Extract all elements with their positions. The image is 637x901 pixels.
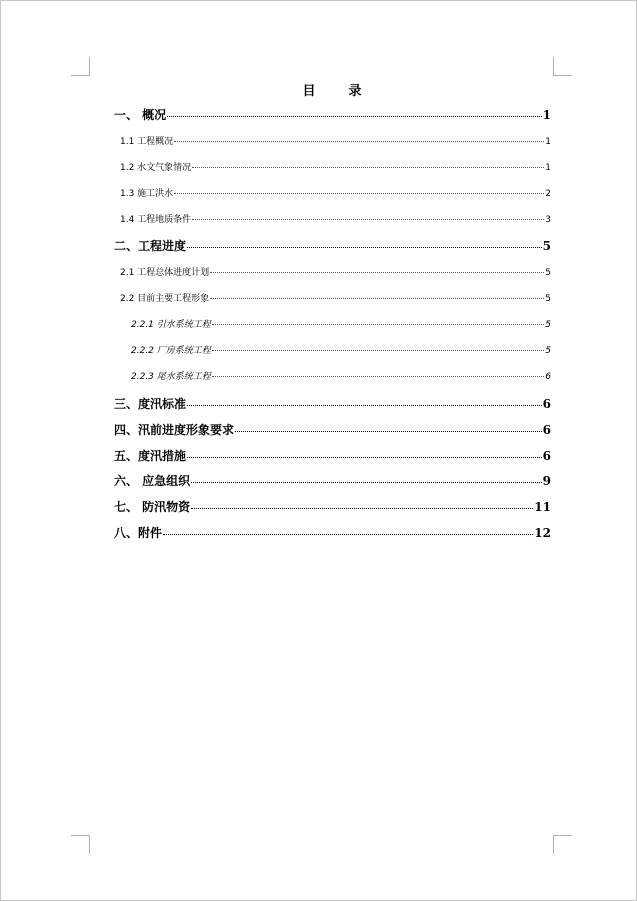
toc-entry-label: 六、 应急组织: [114, 474, 191, 488]
toc-entry[interactable]: [131, 317, 551, 330]
toc-leader: [192, 219, 544, 220]
crop-mark-bottom-right: [553, 835, 572, 854]
toc-entry[interactable]: [114, 106, 551, 123]
toc-page-number: 1: [542, 108, 551, 122]
toc-entry-label: 八、附件: [114, 526, 163, 540]
toc-entry-label: 2.2.1 引水系统工程: [131, 320, 211, 330]
toc-entry[interactable]: [114, 421, 551, 438]
toc-entry[interactable]: [120, 186, 551, 199]
toc-entry-label: 一、 概况: [114, 108, 167, 122]
toc-page-number: 1: [545, 163, 551, 173]
toc-leader: [191, 482, 541, 483]
toc-leader: [192, 167, 544, 168]
toc-page-number: 1: [545, 137, 551, 147]
crop-mark-bottom-left: [71, 835, 90, 854]
toc-leader: [210, 272, 544, 273]
toc-entry-label: 2.2 目前主要工程形象: [120, 294, 210, 304]
toc-page-number: 5: [545, 320, 551, 330]
toc-entry-label: 七、 防汛物资: [114, 500, 191, 514]
toc-leader: [187, 247, 542, 248]
toc-page-number: 6: [545, 372, 551, 382]
toc-entry-label: 2.2.2 厂房系统工程: [131, 346, 211, 356]
toc-entry[interactable]: [120, 265, 551, 278]
toc-entry[interactable]: [114, 524, 551, 541]
toc-entry-label: 1.3 施工洪水: [120, 189, 174, 199]
toc-entry-label: 1.4 工程地质条件: [120, 215, 192, 225]
toc-entry-label: 三、度汛标准: [114, 397, 187, 411]
toc-leader: [163, 534, 533, 535]
toc-page-number: 5: [545, 346, 551, 356]
crop-mark-top-right: [553, 57, 572, 76]
toc-page-number: 11: [534, 500, 551, 514]
toc-page-number: 12: [534, 526, 551, 540]
toc-leader: [191, 508, 533, 509]
toc-leader: [212, 350, 545, 351]
toc-entry-label: 五、度汛措施: [114, 449, 187, 463]
toc-title: 目 录: [302, 84, 372, 99]
toc-leader: [212, 324, 545, 325]
toc-leader: [174, 141, 544, 142]
crop-mark-top-left: [71, 57, 90, 76]
toc-leader: [187, 457, 542, 458]
toc-entry-label: 2.2.3 尾水系统工程: [131, 372, 211, 382]
toc-entry-label: 1.2 水文气象情况: [120, 163, 192, 173]
toc-entry[interactable]: [120, 160, 551, 173]
toc-page-number: 6: [542, 423, 551, 437]
toc-page-number: 5: [545, 294, 551, 304]
toc-page-number: 5: [545, 268, 551, 278]
toc-entry[interactable]: [131, 343, 551, 356]
toc-entry[interactable]: [114, 498, 551, 515]
toc-leader: [187, 405, 542, 406]
toc-page-number: 6: [542, 397, 551, 411]
toc-entry[interactable]: [120, 291, 551, 304]
toc-entry[interactable]: [120, 212, 551, 225]
toc-page-number: 2: [545, 189, 551, 199]
toc-entry[interactable]: [114, 447, 551, 464]
toc-entry-label: 四、汛前进度形象要求: [114, 423, 235, 437]
toc-entry-label: 1.1 工程概况: [120, 137, 174, 147]
toc-leader: [167, 116, 541, 117]
toc-page-number: 9: [542, 474, 551, 488]
toc-leader: [212, 376, 545, 377]
toc-entry[interactable]: [114, 472, 551, 489]
toc-entry-label: 2.1 工程总体进度计划: [120, 268, 210, 278]
toc-leader: [174, 193, 544, 194]
toc-entry-label: 二、工程进度: [114, 239, 187, 253]
toc-entry[interactable]: [114, 237, 551, 254]
toc-entry[interactable]: [114, 395, 551, 412]
toc-page-number: 5: [542, 239, 551, 253]
toc-page-number: 3: [545, 215, 551, 225]
toc-entry[interactable]: [120, 134, 551, 147]
toc-entry[interactable]: [131, 369, 551, 382]
toc-leader: [235, 431, 542, 432]
toc-page-number: 6: [542, 449, 551, 463]
toc-leader: [210, 298, 544, 299]
